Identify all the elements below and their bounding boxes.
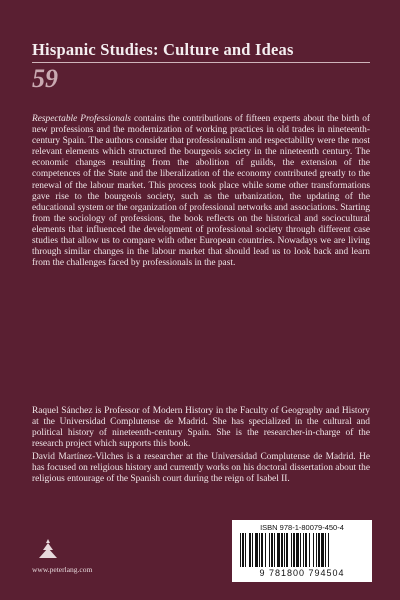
barcode-box: [232, 520, 372, 582]
series-title: Hispanic Studies: Culture and Ideas: [32, 40, 294, 59]
publisher-url: www.peterlang.com: [32, 565, 93, 574]
title-rule: [32, 62, 370, 63]
barcode-icon: [240, 533, 364, 567]
volume-number: 59: [32, 64, 58, 93]
isbn-label: ISBN 978-1-80079-450-4: [260, 523, 344, 532]
book-title-italic: Respectable Professionals: [32, 114, 131, 124]
author-bio-sanchez: Raquel Sánchez is Professor of Modern History in the Faculty of Geography and History at the Universidad Complutense de Madrid. She has specialized in the cultural and political history of nineteenth-century Spain. She is the researcher-in-charge of the research project which supports this book.: [32, 406, 370, 450]
author-bio-martinez-vilches: David Martínez-Vilches is a researcher at the Universidad Complutense de Madrid. He has focused on religious history and currently works on his doctoral dissertation about the religious entourage of the Spanish court during the reign of Isabel II.: [32, 452, 370, 485]
book-blurb: [32, 114, 370, 269]
barcode-digits: 9 781800 794504: [259, 568, 345, 578]
blurb-text: contains the contributions of fifteen experts about the birth of new professions and the modernization of working practices in old trades in nineteenth-century Spain. The authors consider that professionalism and respectability were the most relevant elements which structured the bourgeois society in the nineteenth century. The economic changes resulting from the abolition of guilds, the extension of the competences of the State and the liberalization of the economy contributed greatly to the renewal of the labour market. This process took place while some other transformations gave rise to the bourgeois society, such as the urbanization, the updating of the educational system or the organization of professional networks and associations. Starting from the sociology of professions, the book reflects on the historical and sociocultural elements that influenced the development of professional society through different case studies that allow us to compare with other European countries. Nowadays we are living through similar changes in the labour market that should lead us to look back and learn from the challenges faced by professionals in the past.: [32, 114, 370, 269]
peter-lang-logo-icon: [35, 538, 61, 560]
